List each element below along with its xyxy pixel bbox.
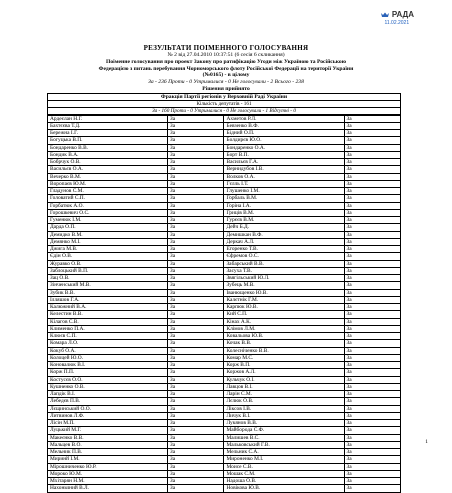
deputy-name: Коновалюк В.І. (48, 362, 168, 369)
table-row (48, 470, 401, 477)
deputy-vote: За (168, 405, 224, 412)
deputy-vote: За (168, 449, 224, 456)
deputy-name: Засуха Т.В. (224, 267, 344, 274)
deputy-name: Кульчук О.І. (224, 376, 344, 383)
deputy-name: Єдін О.В. (48, 253, 168, 260)
deputy-name: Калєтнік Г.М. (224, 296, 344, 303)
deputy-vote: За (168, 434, 224, 441)
deputy-name: Ахметов Р.Л. (224, 115, 344, 122)
deputy-vote: За (344, 441, 401, 448)
deputy-name: Егоренко Т.В. (224, 246, 344, 253)
deputy-name: Новікова Ю.В. (224, 485, 344, 492)
deputy-name: Кий С.П. (224, 311, 344, 318)
deputy-name: Гєлль І.Т. (224, 180, 344, 187)
deputy-vote: За (344, 238, 401, 245)
deputy-vote: За (168, 267, 224, 274)
deputy-name: Деркач А.Л. (224, 238, 344, 245)
table-row (48, 325, 401, 332)
vote-subject-line-3: (№0165) - в цілому (202, 72, 250, 78)
deputy-vote: За (168, 369, 224, 376)
deputy-name: Клюєв С.П. (48, 333, 168, 340)
deputy-name: Волков О.А. (224, 173, 344, 180)
table-row (48, 296, 401, 303)
table-row (48, 166, 401, 173)
deputy-vote: За (168, 209, 224, 216)
table-row (48, 180, 401, 187)
page-number: 1 (425, 439, 428, 445)
deputy-name: Моисе С.В. (224, 463, 344, 470)
deputy-vote: За (344, 137, 401, 144)
table-row (48, 224, 401, 231)
deputy-name: Миринй І.М. (48, 456, 168, 463)
table-row (48, 304, 401, 311)
table-row (48, 420, 401, 427)
deputies-table (47, 115, 401, 493)
deputy-vote: За (168, 224, 224, 231)
deputy-name: Колоцей Ю.О. (48, 354, 168, 361)
deputy-vote: За (168, 420, 224, 427)
deputy-vote: За (168, 231, 224, 238)
deputy-vote: За (344, 246, 401, 253)
table-row (48, 311, 401, 318)
vote-subject-line-2: Федерацією з питань перебування Чорноморського флоту Російської Федерації на території України (98, 65, 354, 72)
deputy-vote: За (168, 441, 224, 448)
deputy-vote: За (168, 217, 224, 224)
deputy-name: Лебедєв П.В. (48, 398, 168, 405)
deputy-name: Мошак С.М. (224, 470, 344, 477)
deputy-name: Мхітарян Н.М. (48, 478, 168, 485)
deputy-name: Гриців В.М. (224, 209, 344, 216)
deputy-name: Ларін С.М. (224, 391, 344, 398)
deputy-name: Личук В.І. (224, 412, 344, 419)
deputy-vote: За (344, 195, 401, 202)
deputy-name: Мірошниченко Ю.Р. (48, 463, 168, 470)
deputy-vote: За (168, 347, 224, 354)
deputy-name: Келестин В.В. (48, 311, 168, 318)
deputy-name: Корж П.П. (48, 369, 168, 376)
deputy-name: Зубець М.В. (224, 282, 344, 289)
table-row (48, 253, 401, 260)
deputy-vote: За (344, 115, 401, 122)
deputy-vote: За (168, 333, 224, 340)
deputy-vote: За (344, 267, 401, 274)
deputy-name: Гладунов С.М. (48, 188, 168, 195)
deputy-vote: За (168, 362, 224, 369)
deputy-name: Малишев В.С. (224, 434, 344, 441)
deputy-name: Лавцов В.І. (224, 383, 344, 390)
deputy-name: Колесніченко В.В. (224, 347, 344, 354)
deputy-vote: За (168, 427, 224, 434)
deputy-vote: За (344, 231, 401, 238)
deputy-vote: За (168, 238, 224, 245)
table-row (48, 289, 401, 296)
deputy-vote: За (344, 260, 401, 267)
table-row (48, 260, 401, 267)
deputy-vote: За (168, 166, 224, 173)
table-row (48, 217, 401, 224)
table-row (48, 347, 401, 354)
deputy-vote: За (168, 122, 224, 129)
deputy-vote: За (344, 398, 401, 405)
deputy-vote: За (168, 296, 224, 303)
table-row (48, 441, 401, 448)
deputy-name: Мальцев В.О. (48, 441, 168, 448)
deputy-name: Звягільський Ю.Л. (224, 275, 344, 282)
deputy-name: Мельник П.В. (48, 449, 168, 456)
deputy-name: Бідний О.П. (224, 130, 344, 137)
vote-subject-line-1: Поіменне голосування про проект Закону про ратифікацію Угоди між Україною та Російською (106, 59, 346, 65)
deputy-vote: За (344, 456, 401, 463)
deputy-vote: За (344, 253, 401, 260)
deputy-vote: За (344, 289, 401, 296)
table-row (48, 275, 401, 282)
deputy-name: Воропаєв Ю.М. (48, 180, 168, 187)
deputy-name: Заблоцький В.П. (48, 267, 168, 274)
rada-logo-wordmark: РАДА (380, 10, 414, 19)
deputy-vote: За (168, 173, 224, 180)
deputy-vote: За (344, 188, 401, 195)
table-row (48, 362, 401, 369)
deputy-vote: За (168, 340, 224, 347)
deputy-vote: За (168, 456, 224, 463)
deputy-name: Богуцька В.П. (48, 137, 168, 144)
deputy-vote: За (168, 412, 224, 419)
deputy-name: Джига М.В. (48, 246, 168, 253)
deputy-name: Забарський В.В. (224, 260, 344, 267)
table-row (48, 449, 401, 456)
deputy-vote: За (344, 427, 401, 434)
deputy-vote: За (168, 151, 224, 158)
deputy-name: Гуменюк І.М. (48, 217, 168, 224)
table-row (48, 209, 401, 216)
table-row (48, 318, 401, 325)
deputy-vote: За (344, 202, 401, 209)
deputy-vote: За (168, 463, 224, 470)
deputy-vote: За (168, 304, 224, 311)
deputy-vote: За (344, 159, 401, 166)
deputy-name: Вернидубов І.В. (224, 166, 344, 173)
deputy-name: Майборода С.Ф. (224, 427, 344, 434)
deputy-name: Мороко Ю.М. (48, 470, 168, 477)
table-row (48, 282, 401, 289)
deputy-name: Лісін М.П. (48, 420, 168, 427)
deputy-vote: За (168, 391, 224, 398)
deputy-name: Лєщинський О.О. (48, 405, 168, 412)
deputy-vote: За (344, 173, 401, 180)
vote-totals: За - 236 Проти - 0 Утрималися - 0 Не голосували - 2 Всього - 238 (148, 79, 304, 85)
deputy-vote: За (168, 470, 224, 477)
deputy-vote: За (344, 354, 401, 361)
deputy-vote: За (344, 333, 401, 340)
deputy-name: Зінченський М.В. (48, 282, 168, 289)
deputy-name: Зубик В.В. (48, 289, 168, 296)
table-row (48, 412, 401, 419)
deputy-vote: За (168, 188, 224, 195)
deputy-name: Горбатюк А.О. (48, 202, 168, 209)
table-row (48, 246, 401, 253)
deputy-vote: За (168, 282, 224, 289)
deputy-name: Журавко О.В. (48, 260, 168, 267)
deputy-name: Дейч Б.Д. (224, 224, 344, 231)
deputy-vote: За (344, 340, 401, 347)
deputy-name: Горбаль В.М. (224, 195, 344, 202)
deputy-vote: За (168, 137, 224, 144)
deputy-name: Демянко М.І. (48, 238, 168, 245)
deputy-name: Гурєєв В.М. (224, 217, 344, 224)
table-row (48, 398, 401, 405)
table-row (48, 122, 401, 129)
faction-header (47, 93, 401, 116)
deputy-vote: За (168, 246, 224, 253)
deputy-vote: За (344, 180, 401, 187)
deputy-vote: За (168, 275, 224, 282)
deputy-vote: За (168, 478, 224, 485)
deputy-vote: За (344, 420, 401, 427)
deputy-vote: За (344, 325, 401, 332)
deputy-name: Мельник С.А. (224, 449, 344, 456)
deputy-vote: За (168, 376, 224, 383)
deputy-name: Горошкевич О.С. (48, 209, 168, 216)
deputy-vote: За (168, 115, 224, 122)
table-row (48, 130, 401, 137)
deputy-vote: За (344, 304, 401, 311)
deputy-name: Луцький М.Г. (48, 427, 168, 434)
deputy-vote: За (344, 209, 401, 216)
deputy-name: Литвинов Л.Ф. (48, 412, 168, 419)
deputy-name: Іванющенко Ю.В. (224, 289, 344, 296)
deputy-name: Бондаренко О.А. (224, 144, 344, 151)
deputy-vote: За (344, 362, 401, 369)
deputy-name: Васильєв Г.А. (224, 159, 344, 166)
deputy-vote: За (344, 391, 401, 398)
trident-icon (380, 12, 390, 18)
deputy-name: Калюжний В.А. (48, 304, 168, 311)
deputy-name: Карпюк Ю.В. (224, 304, 344, 311)
deputy-name: Мироненко М.І. (224, 456, 344, 463)
table-row (48, 267, 401, 274)
deputy-vote: За (344, 478, 401, 485)
deputy-vote: За (344, 144, 401, 151)
deputy-name: Корж В.П. (224, 362, 344, 369)
deputy-name: Комара Л.О. (48, 340, 168, 347)
deputy-name: Бобрчук О.В. (48, 159, 168, 166)
deputy-vote: За (344, 275, 401, 282)
deputy-vote: За (168, 180, 224, 187)
deputy-name: Єфремов О.С. (224, 253, 344, 260)
deputy-name: Клімов Л.М. (224, 325, 344, 332)
deputy-name: Васильєв О.А. (48, 166, 168, 173)
deputy-vote: За (168, 253, 224, 260)
deputy-name: Кілагов С.В. (48, 318, 168, 325)
deputy-vote: За (344, 449, 401, 456)
table-row (48, 144, 401, 151)
deputy-vote: За (344, 296, 401, 303)
deputy-vote: За (344, 217, 401, 224)
deputy-name: Бондик В.А. (48, 151, 168, 158)
table-row (48, 151, 401, 158)
deputy-name: Клименко П.А. (48, 325, 168, 332)
deputy-vote: За (168, 398, 224, 405)
table-row (48, 159, 401, 166)
deputy-name: Дарда О.П. (48, 224, 168, 231)
deputy-vote: За (344, 122, 401, 129)
deputy-vote: За (344, 376, 401, 383)
deputy-name: Костусєв О.О. (48, 376, 168, 383)
deputy-name: Комар М.С. (224, 354, 344, 361)
deputy-vote: За (344, 405, 401, 412)
deputy-vote: За (344, 412, 401, 419)
deputy-vote: За (168, 485, 224, 492)
deputy-vote: За (344, 463, 401, 470)
deputy-vote: За (344, 434, 401, 441)
table-row (48, 369, 401, 376)
table-row (48, 456, 401, 463)
deputy-name: Горіна І.А. (224, 202, 344, 209)
table-row (48, 391, 401, 398)
deputy-name: Ардеєлан Н.Г. (48, 115, 168, 122)
table-row (48, 137, 401, 144)
deputy-name: Ліксов І.В. (224, 405, 344, 412)
deputy-name: Борт В.П. (224, 151, 344, 158)
deputy-vote: За (168, 311, 224, 318)
deputy-name: Макеєнко В.В. (48, 434, 168, 441)
table-row (48, 195, 401, 202)
deputy-vote: За (344, 166, 401, 173)
deputy-name: Ілляшов Г.А. (48, 296, 168, 303)
deputy-vote: За (168, 195, 224, 202)
deputy-name: Демидко В.М. (48, 231, 168, 238)
table-row (48, 188, 401, 195)
deputy-vote: За (168, 354, 224, 361)
deputy-vote: За (168, 202, 224, 209)
deputy-vote: За (168, 260, 224, 267)
deputy-name: Вечерко В.М. (48, 173, 168, 180)
deputy-name: Кокуб О.А. (48, 347, 168, 354)
table-row (48, 383, 401, 390)
table-row (48, 231, 401, 238)
deputy-name: Бондаренко В.В. (48, 144, 168, 151)
deputy-vote: За (344, 282, 401, 289)
deputy-vote: За (168, 144, 224, 151)
document-title: РЕЗУЛЬТАТИ ПОІМЕННОГО ГОЛОСУВАННЯ (143, 44, 309, 52)
deputy-name: Головатий С.П. (48, 195, 168, 202)
deputy-name: Кочак В.В. (224, 340, 344, 347)
table-row (48, 202, 401, 209)
deputy-vote: За (344, 470, 401, 477)
deputy-vote: За (168, 383, 224, 390)
deputy-vote: За (344, 318, 401, 325)
faction-member-count: Кількість депутатів - 161 (48, 100, 401, 107)
deputy-name: Надоша О.В. (224, 478, 344, 485)
table-row (48, 478, 401, 485)
deputy-vote: За (344, 369, 401, 376)
table-row (48, 115, 401, 122)
deputy-vote: За (168, 159, 224, 166)
deputy-name: Бережна І.Г. (48, 130, 168, 137)
deputy-vote: За (344, 311, 401, 318)
deputy-name: Мальковський Г.В. (224, 441, 344, 448)
table-row (48, 434, 401, 441)
deputy-vote: За (168, 289, 224, 296)
deputy-vote: За (344, 347, 401, 354)
deputy-name: Зац О.В. (48, 275, 168, 282)
deputy-vote: За (344, 383, 401, 390)
vote-decision: Рішення прийнято (202, 86, 250, 92)
table-row (48, 376, 401, 383)
deputy-vote: За (344, 130, 401, 137)
deputy-name: Лукянов В.В. (224, 420, 344, 427)
vote-meta: № 2 від 27.04.2010 10:37:51 (6 сесія 6 скликання) (167, 52, 285, 58)
table-row (48, 463, 401, 470)
deputy-name: Лєлюк О.В. (224, 398, 344, 405)
deputy-vote: За (344, 151, 401, 158)
deputy-vote: За (168, 318, 224, 325)
deputy-name: Болдирєв Ю.О. (224, 137, 344, 144)
deputy-vote: За (168, 130, 224, 137)
deputy-vote: За (168, 325, 224, 332)
table-row (48, 238, 401, 245)
deputy-name: Ковальова Ю.В. (224, 333, 344, 340)
table-row (48, 340, 401, 347)
deputy-vote: За (344, 485, 401, 492)
table-row (48, 427, 401, 434)
deputy-name: Коржов А.Л. (224, 369, 344, 376)
deputy-name: Бевзенко В.Ф. (224, 122, 344, 129)
deputy-name: Глушенко І.М. (224, 188, 344, 195)
faction-totals: За - 160 Проти - 0 Утрималися - 0 Не голосували - 1 Відсутні - 0 (48, 108, 401, 115)
deputy-name: Кушненко О.В. (48, 383, 168, 390)
deputy-vote: За (344, 224, 401, 231)
deputy-name: Кінах А.К. (224, 318, 344, 325)
table-row (48, 485, 401, 492)
table-row (48, 173, 401, 180)
table-row (48, 354, 401, 361)
deputy-name: Бахтєєва Т.Д. (48, 122, 168, 129)
table-row (48, 405, 401, 412)
deputy-name: Демишкан В.Ф. (224, 231, 344, 238)
table-row (48, 333, 401, 340)
faction-title: Фракція Партії регіонів у Верховній Раді України (48, 93, 401, 100)
rada-logo (380, 10, 414, 26)
print-date: 11.02.2021 (384, 20, 410, 26)
deputy-name: Лапдік В.І. (48, 391, 168, 398)
deputy-name: Нахоньчний В.Л. (48, 485, 168, 492)
